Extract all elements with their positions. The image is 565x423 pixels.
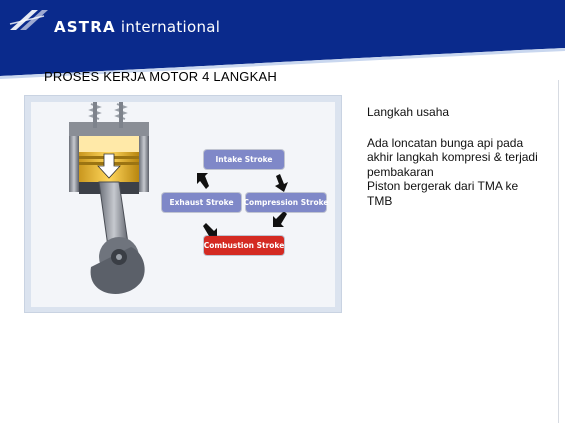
slide-title: PROSES KERJA MOTOR 4 LANGKAH (44, 69, 277, 84)
panel-line-1: Ada loncatan bunga api pada (367, 135, 524, 150)
header-banner (0, 0, 565, 80)
panel-heading: Langkah usaha (367, 105, 450, 119)
panel-line-4: Piston bergerak dari TMA ke (367, 179, 519, 193)
panel-line-3: pembakaran (367, 164, 434, 179)
panel-line-2: akhir langkah kompresi & terjadi (367, 150, 538, 164)
diagram-canvas (31, 102, 335, 307)
brand-wordmark (54, 18, 220, 36)
combustion-stroke-box: Combustion Stroke (204, 236, 284, 255)
description-panel (367, 105, 552, 208)
brand-main: ASTRA (54, 18, 116, 36)
brand-suffix: international (120, 18, 221, 36)
header-background (0, 0, 565, 80)
slide-edge-line (558, 80, 559, 423)
astra-logo-icon (8, 6, 52, 32)
exhaust-stroke-box: Exhaust Stroke (162, 193, 241, 212)
compression-stroke-box: Compression Stroke (246, 193, 326, 212)
panel-line-5: TMB (367, 193, 393, 208)
intake-stroke-box: Intake Stroke (204, 150, 284, 169)
four-stroke-diagram (24, 95, 342, 313)
